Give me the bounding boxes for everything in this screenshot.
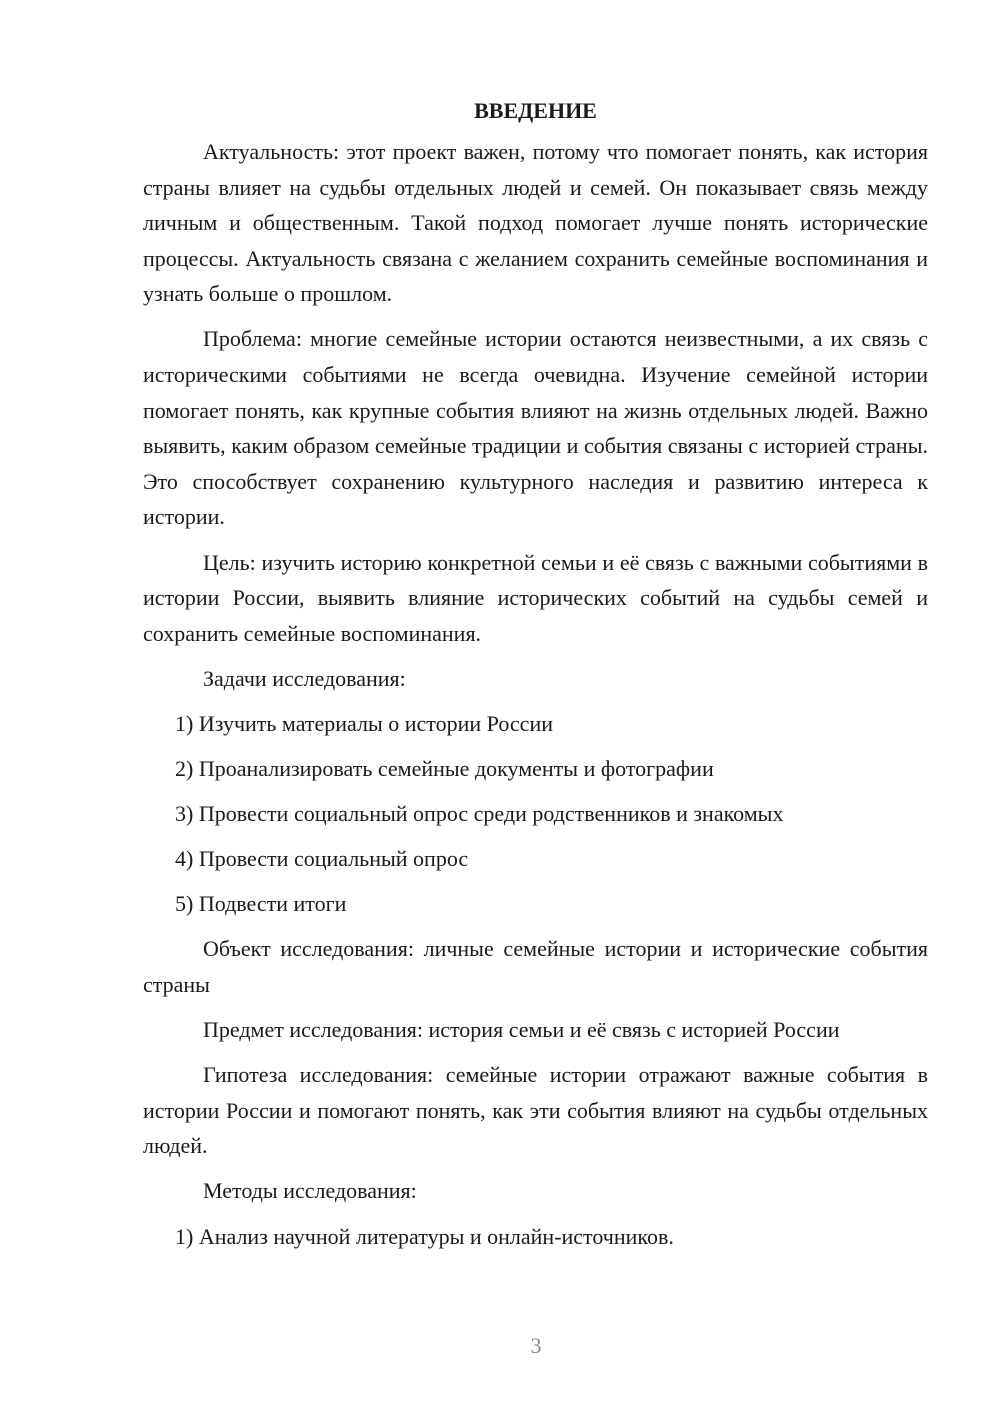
paragraph-goal: Цель: изучить историю конкретной семьи и её связь с важными событиями в истории России, выявить влияние исторических событий на судьбы семей и сохранить семейные воспоминания.: [143, 549, 928, 646]
page-number: 3: [530, 1333, 542, 1358]
paragraph-object: Объект исследования: личные семейные истории и исторические события страны: [143, 936, 928, 997]
section-title: ВВЕДЕНИЕ: [474, 98, 597, 123]
paragraph-relevance: Актуальность: этот проект важен, потому что помогает понять, как история страны влияет на судьбы отдельных людей и семей. Он показывает связь между личным и общественным. Такой подход помогает лучше понять исторические процессы. Актуальность связана с желанием сохранить семейные воспоминания и узнать больше о прошлом.: [143, 139, 928, 307]
paragraph-subject: Предмет исследования: история семьи и её связь с историей России: [203, 1017, 840, 1043]
task-item-2: 2) Проанализировать семейные документы и фотографии: [175, 756, 714, 781]
task-item-4: 4) Провести социальный опрос: [175, 846, 469, 872]
tasks-heading: Задачи исследования:: [203, 665, 406, 691]
task-item-5: 5) Подвести итоги: [175, 891, 347, 917]
methods-heading: Методы исследования:: [203, 1178, 417, 1204]
task-item-1: 1) Изучить материалы о истории России: [175, 710, 553, 736]
paragraph-hypothesis: Гипотеза исследования: семейные истории отражают важные события в истории России и помогают понять, как эти события влияют на судьбы отдельных людей.: [143, 1062, 928, 1159]
task-item-3: 3) Провести социальный опрос среди родственников и знакомых: [175, 801, 784, 827]
method-item-1: 1) Анализ научной литературы и онлайн-источников.: [175, 1223, 674, 1249]
page-content: [143, 94, 928, 1264]
paragraph-problem: Проблема: многие семейные истории остаются неизвестными, а их связь с историческими событиями не всегда очевидна. Изучение семейной истории помогает понять, как крупные события влияют на жизнь отдельных людей. Важно выявить, каким образом семейные традиции и события связаны с историей страны. Это способствует сохранению культурного наследия и развитию интереса к истории.: [143, 326, 928, 530]
